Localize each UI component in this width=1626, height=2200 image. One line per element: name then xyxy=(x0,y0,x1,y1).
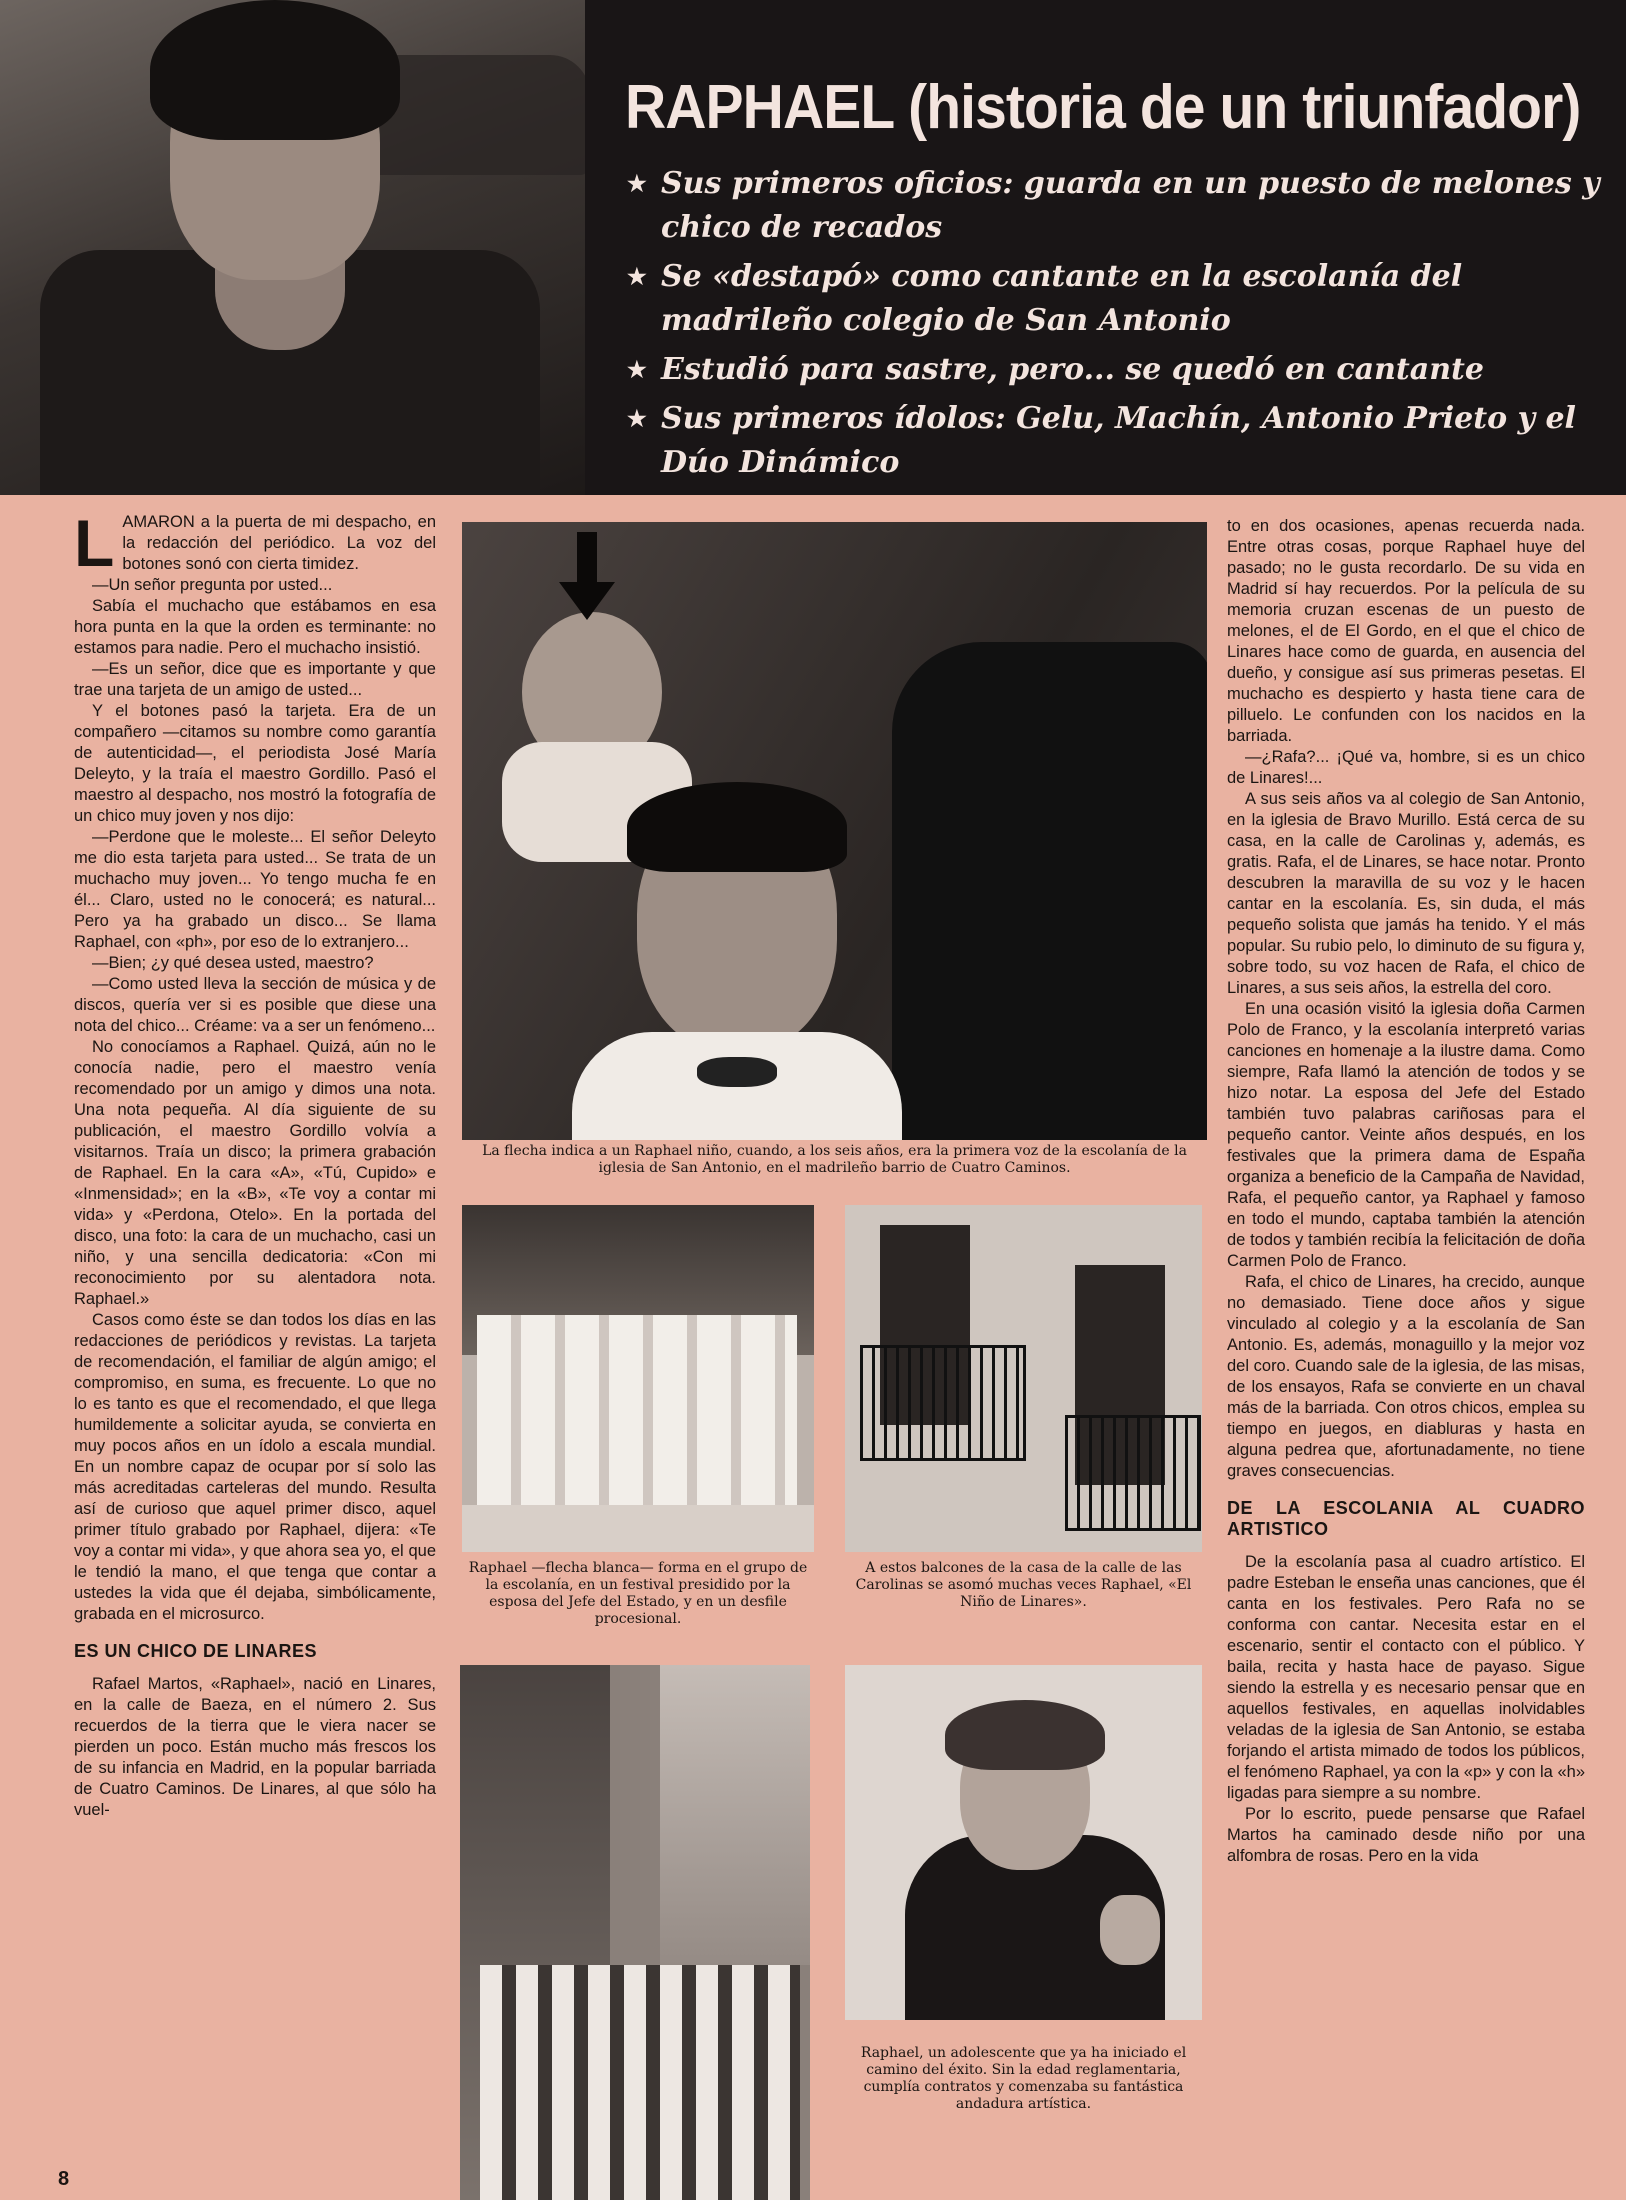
paragraph: De la escolanía pasa al cuadro artístico. El padre Esteban le enseña unas canciones, que él canta en los festivales. Pero Rafa no se conforma con cantar. Necesita estar en el escenario, sentir el contacto con el público. Y baila, recita y hasta hace de payaso. Sigue siendo la estrella y es necesario pensar que en aquellos festivales, en aquellas inolvidables veladas de la iglesia de San Antonio, se estaba forjando el artista mimado de todos los públicos, el fenómeno Raphael, ya con la «p» y con la «h» ligadas para siempre a su nombre. xyxy=(1227,1553,1585,1802)
photo-teen-hand xyxy=(1100,1895,1160,1965)
paragraph: Y el botones pasó la tarjeta. Era de un compañero —citamos su nombre como garantía de autenticidad—, el periodista José María Deleyto, y la traía el maestro Gordillo. Pasó el maestro al despacho, nos mostró la fotografía de un chico muy joven y nos dijo: xyxy=(74,702,436,825)
photo-teen-hair xyxy=(945,1700,1105,1770)
photo-man-figure xyxy=(892,642,1207,1140)
star-icon: ★ xyxy=(627,357,647,383)
lead-text: AMARON a la puerta de mi despacho, en la redacción del periódico. La voz del botones sonó con cierta timidez. xyxy=(122,513,436,573)
article-column-3 xyxy=(1227,516,1585,1867)
paragraph: En una ocasión visitó la iglesia doña Carmen Polo de Franco, y la escolanía interpretó varias canciones en homenaje a la ilustre dama. Como siempre, Rafa llamó la atención de todos y se hizo notar. La esposa del Jefe del Estado también tuvo palabras cariñosas para el pequeño cantor. Veinte años después, en los festivales que la primera dama de España organiza a beneficio de la Campaña de Navidad, Rafa, el pequeño cantor, ya Raphael y famoso en todo el mundo, captaba también la atención de todos y también recibía la felicitación de doña Carmen Polo de Franco. xyxy=(1227,1000,1585,1270)
drop-cap: L xyxy=(74,506,115,580)
bullet-text: Estudió para sastre, pero... se quedó en cantante xyxy=(661,352,1484,387)
paragraph: —Perdone que le moleste... El señor Deleyto me dio esta tarjeta para usted... Se trata de un muchacho muy joven... Yo tengo mucha fe en él... Claro, usted no le conocerá; es natural... Pero ya ha grabado un disco... Se llama Raphael, con «ph», por eso de lo extranjero... xyxy=(74,828,436,951)
caption-choir-boy: La flecha indica a un Raphael niño, cuando, a los seis años, era la primera voz de la escolanía de la iglesia de San Antonio, en el madrileño barrio de Cuatro Caminos. xyxy=(482,1143,1187,1176)
lead-paragraph xyxy=(74,506,436,580)
star-icon: ★ xyxy=(627,264,647,290)
bullet-text: Sus primeros oficios: guarda en un puesto de melones y chico de recados xyxy=(661,166,1600,245)
headline-bullets xyxy=(627,162,1602,490)
photo-building-right xyxy=(660,1665,810,1965)
photo-boy-hair xyxy=(627,782,847,872)
photo-bow-tie xyxy=(697,1057,777,1087)
paragraph: Sabía el muchacho que estábamos en esa hora punta en la que la orden es terminante: no estamos para nadie. Pero el muchacho insistió. xyxy=(74,597,436,657)
star-icon: ★ xyxy=(627,406,647,432)
paragraph: —Un señor pregunta por usted... xyxy=(92,576,333,594)
headline-banner xyxy=(585,0,1626,495)
caption-group: Raphael —flecha blanca— forma en el grupo de la escolanía, en un festival presidido por la esposa del Jefe del Estado, y en un desfile procesional. xyxy=(468,1560,808,1627)
bullet-item xyxy=(627,255,1602,343)
paragraph: Casos como éste se dan todos los días en las redacciones de periódicos y revistas. La tarjeta de recomendación, el familiar de algún amigo; el compromiso, en suma, es frecuente. Lo que no lo es tanto es que el recomendado, el que llega humildemente a solicitar ayuda, se convierta en muy pocos años en un ídolo a escala mundial. En un nombre capaz de ocupar por sí solo las más acreditadas carteleras del mundo. Resulta así de curioso que aquel primer disco, aquel primer título grabado por Raphael, dijera: «Te voy a contar mi vida», y que ahora sea yo, el que le tendió la mano, el que tenga que contar a ustedes la vida que él dejaba, simbólicamente, grabada en el microsurco. xyxy=(74,1311,436,1623)
paragraph: —¿Rafa?... ¡Qué va, hombre, si es un chico de Linares!... xyxy=(1227,748,1585,787)
paragraph: A sus seis años va al colegio de San Antonio, en la iglesia de Bravo Murillo. Está cerca de su casa, en la calle de Carolinas y, además, es gratis. Rafa, el de Linares, se hace notar. Pronto descubren la maravilla de su voz y le hacen cantar en la escolanía. Es, sin duda, el más pequeño solista que jamás ha tenido. Y el más popular. Su rubio pelo, lo diminuto de su figura y, sobre todo, su voz hacen de Rafa, el chico de Linares, a sus seis años, la estrella del coro. xyxy=(1227,790,1585,997)
paragraph: Por lo escrito, puede pensarse que Rafael Martos ha caminado desde niño por una alfombra de rosas. Pero en la vida xyxy=(1227,1805,1585,1865)
paragraph: —Bien; ¿y qué desea usted, maestro? xyxy=(92,954,374,972)
bullet-text: Se «destapó» como cantante en la escolanía del madrileño colegio de San Antonio xyxy=(661,259,1463,338)
bullet-item xyxy=(627,397,1602,485)
caption-balconies: A estos balcones de la casa de la calle de las Carolinas se asomó muchas veces Raphael, «El Niño de Linares». xyxy=(855,1560,1192,1610)
photo-balcony-left xyxy=(860,1345,1026,1461)
caption-teen: Raphael, un adolescente que ya ha iniciado el camino del éxito. Sin la edad reglamentaria, cumplía contratos y comenzaba su fantástica andadura artística. xyxy=(860,2045,1187,2112)
photo-choir-group xyxy=(462,1205,814,1552)
paragraph: —Es un señor, dice que es importante y que trae una tarjeta de un amigo de usted... xyxy=(74,660,436,699)
photo-procession-crowd xyxy=(480,1965,800,2200)
page-number: 8 xyxy=(58,2168,70,2190)
subheading: DE LA ESCOLANIA AL CUADRO ARTISTICO xyxy=(1227,1498,1585,1539)
bullet-item xyxy=(627,162,1602,250)
paragraph: Rafa, el chico de Linares, ha crecido, aunque no demasiado. Tiene doce años y sigue vinculado al colegio y a la escolanía de San Antonio. Es, además, monaguillo y la mejor voz del coro. Cuando sale de la iglesia, de las misas, de los ensayos, Rafa se convierte en un chaval más de la barriada. Con otros chicos, emplea su tiempo en juegos, en diabluras y hasta en alguna pedrea que, afortunadamente, no tiene graves consecuencias. xyxy=(1227,1273,1585,1480)
bullet-item xyxy=(627,348,1602,392)
photo-hair xyxy=(150,0,400,140)
photo-choir-boy xyxy=(462,522,1207,1140)
photo-teen xyxy=(845,1665,1202,2020)
bullet-text: Sus primeros ídolos: Gelu, Machín, Antonio Prieto y el Dúo Dinámico xyxy=(661,401,1576,480)
hero-photo xyxy=(0,0,585,495)
paragraph: Rafael Martos, «Raphael», nació en Linares, en la calle de Baeza, en el número 2. Sus recuerdos de la tierra que le viera nacer se pierden un poco. Están mucho más frescos los de su infancia en Madrid, en la popular barriada de Cuatro Caminos. De Linares, al que sólo ha vuel- xyxy=(74,1675,436,1819)
photo-balconies xyxy=(845,1205,1202,1552)
article-column-1 xyxy=(74,506,436,1821)
photo-procession xyxy=(460,1665,810,2200)
paragraph: to en dos ocasiones, apenas recuerda nada. Entre otras cosas, porque Raphael huye del pasado; no le gusta recordarlo. De su vida en Madrid sí hay recuerdos. Por la película de su memoria cruzan escenas de un puesto de melones, el de El Gordo, en el que el chico de Linares hace como de guarda, en ausencia del dueño, y consigue así sus primeras pesetas. El muchacho es despierto y hasta tiene cara de pilluelo. Le confunden con los nacidos en la barriada. xyxy=(1227,517,1585,745)
photo-floor xyxy=(462,1505,814,1552)
headline: RAPHAEL (historia de un triunfador) xyxy=(625,73,1581,142)
paragraph: No conocíamos a Raphael. Quizá, aún no le conocía nadie, pero el maestro venía recomendado por un amigo y dimos una nota. Una nota pequeña. Al día siguiente de su publicación, el maestro Gordillo volvía a visitarnos. Traía un disco; la primera grabación de Raphael. En la cara «A», «Tú, Cupido» e «Inmensidad»; en la «B», «Te voy a contar mi vida» y «Perdona, Otelo». En la portada del disco, una foto: la cara de un muchacho, casi un niño, y una sencilla dedicatoria: «Con mi reconocimiento por su alentadora nota. Raphael.» xyxy=(74,1038,436,1308)
subheading: ES UN CHICO DE LINARES xyxy=(74,1641,318,1661)
paragraph: —Como usted lleva la sección de música y de discos, quería ver si es posible que diese una nota del chico... Créame: va a ser un fenómeno... xyxy=(74,975,436,1035)
photo-balcony-right xyxy=(1065,1415,1201,1531)
star-icon: ★ xyxy=(627,171,647,197)
arrow-icon xyxy=(557,532,617,622)
